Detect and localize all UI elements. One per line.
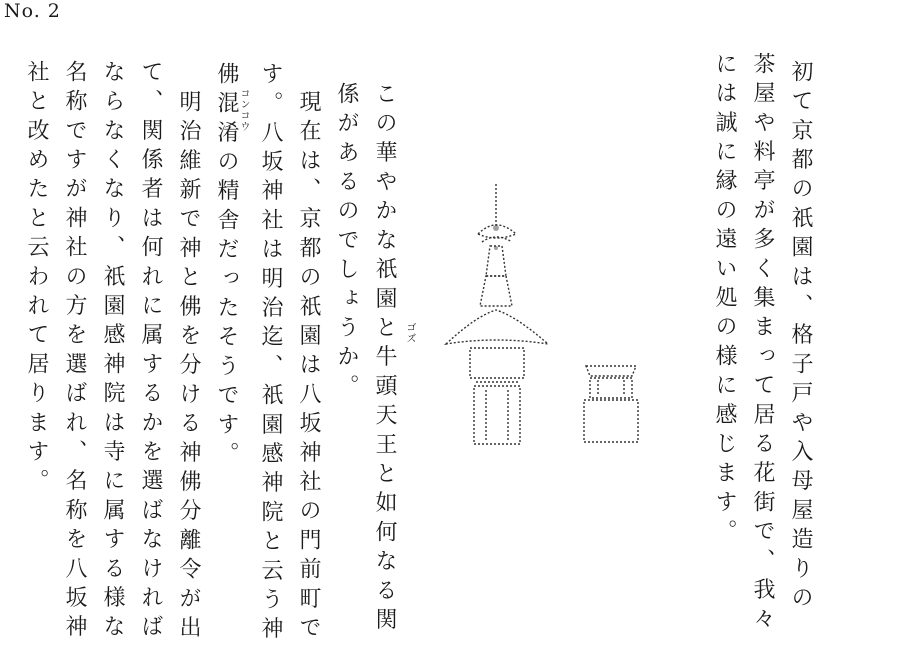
ruby-gozu: ゴズ bbox=[404, 322, 415, 344]
small-body-upper bbox=[590, 378, 632, 398]
ornament-dot bbox=[493, 225, 499, 231]
text-column-3: には誠に縁の遠い処の様に感じます。 bbox=[712, 52, 737, 549]
text-column-11: ならなくなり、祇園感神院は寺に属する様な bbox=[100, 60, 125, 644]
text-column-7: す。八坂神社は明治迄、祇園感神院と云う神 bbox=[258, 62, 283, 646]
top-roof-ridge bbox=[482, 237, 512, 242]
small-roof bbox=[586, 366, 636, 376]
main-roof bbox=[446, 310, 548, 344]
text-column-5: 係があるのでしょうか。 bbox=[334, 82, 359, 404]
shrine-body-lower bbox=[474, 386, 520, 444]
spire bbox=[486, 246, 506, 276]
ruby-konkou: コンコウ bbox=[238, 88, 249, 132]
text-column-2: 茶屋や料亭が多く集まって居る花街で、我々 bbox=[750, 52, 775, 636]
ornament-dot-2 bbox=[494, 246, 498, 250]
text-column-4: この華やかな祇園と牛頭天王と如何なる関 bbox=[372, 82, 397, 637]
text-column-6: 現在は、京都の祇園は八坂神社の門前町で bbox=[296, 90, 321, 645]
small-base bbox=[584, 400, 638, 442]
text-column-8: 佛混淆の精舎だったそうです。 bbox=[214, 62, 239, 471]
text-column-12: 名称ですが神社の方を選ばれ、名称を八坂神 bbox=[62, 60, 87, 644]
shrine-illustration bbox=[436, 176, 656, 452]
shrine-body-upper bbox=[470, 348, 524, 378]
text-column-9: 明治維新で神と佛を分ける神佛分離令が出 bbox=[176, 90, 201, 645]
text-column-13: 社と改めたと云われて居ります。 bbox=[24, 60, 49, 498]
text-column-10: て、関係者は何れに属するかを選ばなければ bbox=[138, 60, 163, 644]
text-column-1: 初て京都の祇園は、格子戸や入母屋造りの bbox=[788, 60, 813, 615]
spire-lower bbox=[480, 276, 512, 306]
page-number: No. 2 bbox=[4, 0, 61, 22]
